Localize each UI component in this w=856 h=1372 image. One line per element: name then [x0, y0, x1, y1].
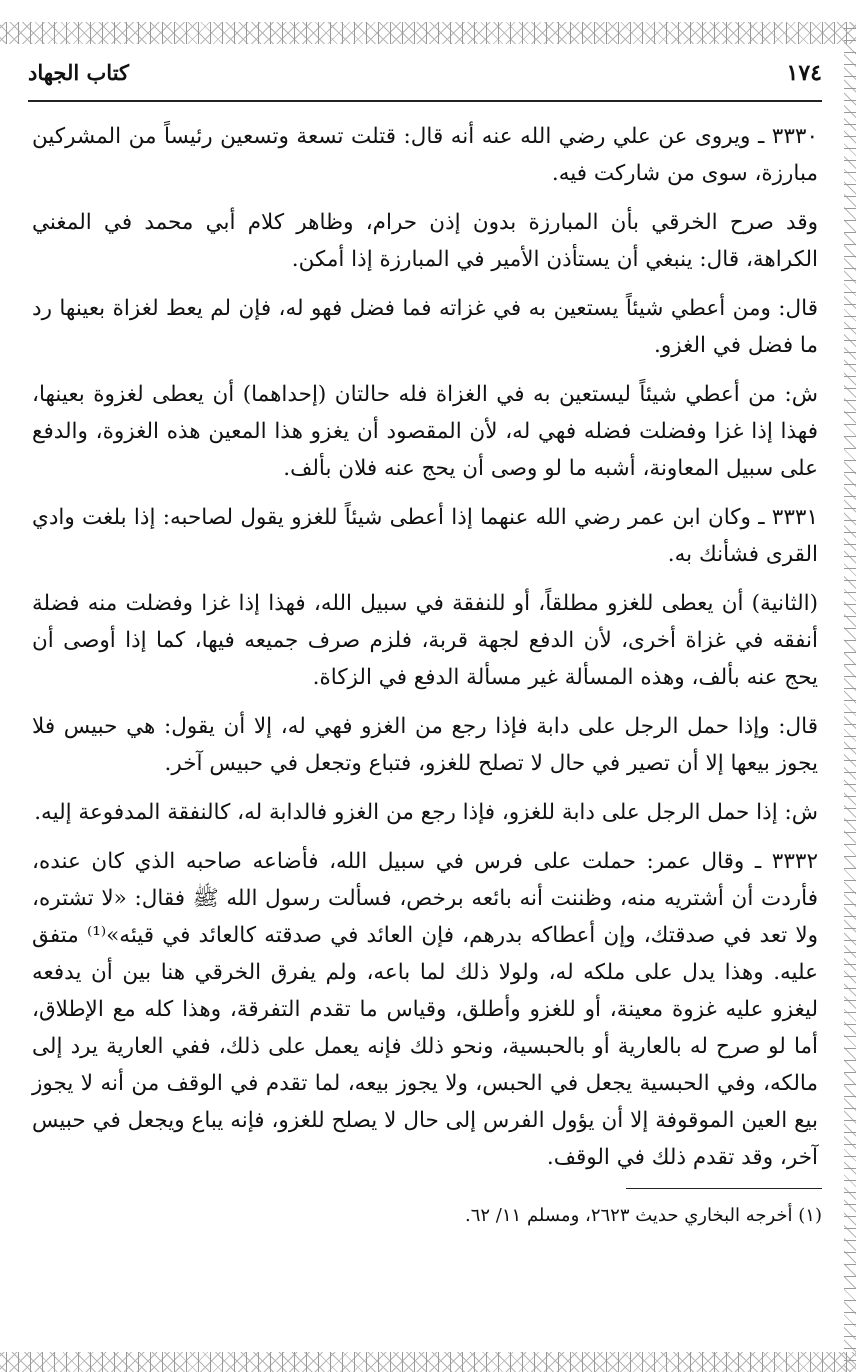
footnote-separator — [626, 1188, 822, 1189]
paragraph: (الثانية) أن يعطى للغزو مطلقاً، أو للنفقة في سبيل الله، فهذا إذا غزا وفضلت منه فضلة أنفقه في غزاة أخرى، لأن الدفع لجهة قربة، فلزم صرف جميعه فيها، كما إذا أوصى أن يحج عنه بألف، وهذه المسألة غير مسألة الدفع في الزكاة. — [32, 591, 818, 690]
paragraph: قال: ومن أعطي شيئاً يستعين به في غزاته فما فضل فهو له، فإن لم يعط لغزاة بعينها رد ما فضل في الغزو. — [32, 296, 818, 358]
paragraph: ش: من أعطي شيئاً ليستعين به في الغزاة فله حالتان (إحداهما) أن يعطى لغزوة بعينها، فهذا إذا غزا وفضلت فضله فهي له، لأن المقصود أن يغزو هذا المعين هذه الغزوة، والدفع على سبيل المعاونة، أشبه ما لو وصى أن يحج عنه فلان بألف. — [32, 382, 818, 481]
book-page — [28, 60, 822, 1229]
right-ornamental-border — [844, 22, 856, 1372]
running-head — [28, 60, 822, 102]
paragraph: قال: وإذا حمل الرجل على دابة فإذا رجع من الغزو فهي له، إلا أن يقول: هي حبيس فلا يجوز بيعها إلا أن تصير في حال لا تصلح للغزو، فتباع وتجعل في حبيس آخر. — [32, 714, 818, 776]
body-text — [28, 118, 822, 1176]
section-title: كتاب الجهاد — [28, 60, 130, 85]
paragraph: وقد صرح الخرقي بأن المبارزة بدون إذن حرام، وظاهر كلام أبي محمد في المغني الكراهة، قال: ينبغي أن يستأذن الأمير في المبارزة إذا أمكن. — [32, 210, 818, 272]
page-number: ١٧٤ — [786, 60, 822, 86]
footnote: (١) أخرجه البخاري حديث ٢٦٢٣، ومسلم ١١/ ٦٢. — [465, 1205, 822, 1226]
paragraph: ٣٣٣٢ ـ وقال عمر: حملت على فرس في سبيل الله، فأضاعه صاحبه الذي كان عنده، فأردت أن أشتريه منه، وظننت أنه بائعه برخص، فسألت رسول الله ﷺ فقال: «لا تشتره، ولا تعد في صدقتك، وإن أعطاكه بدرهم، فإن العائد في صدقته كالعائد في قيئه»⁽¹⁾ متفق عليه. وهذا يدل على ملكه له، ولولا ذلك لما باعه، ولم يفرق الخرقي هنا بين أن يدفعه ليغزو عليه غزوة معينة، أو للغزو وأطلق، وقياس ما تقدم التفرقة، وهذا كله مع الإطلاق، أما لو صرح له بالعارية أو بالحبسية، ونحو ذلك فإنه يعمل على ذلك، ففي العارية يرد إلى مالكه، وفي الحبسية يجعل في الحبس، ولا يجوز بيعه، لما تقدم في الوقف من أنه لا يجوز بيع العين الموقوفة إلا أن يؤول الفرس إلى حال لا يصلح للغزو، فإنه يباع ويجعل في حبيس آخر، وقد تقدم ذلك في الوقف. — [32, 849, 818, 1170]
top-ornamental-border — [0, 22, 856, 44]
paragraph: ش: إذا حمل الرجل على دابة للغزو، فإذا رجع من الغزو فالدابة له، كالنفقة المدفوعة إليه. — [34, 800, 818, 825]
bottom-ornamental-border — [0, 1352, 856, 1372]
paragraph: ٣٣٣٠ ـ ويروى عن علي رضي الله عنه أنه قال: قتلت تسعة وتسعين رئيساً من المشركين مبارزة، سوى من شاركت فيه. — [32, 124, 818, 186]
paragraph: ٣٣٣١ ـ وكان ابن عمر رضي الله عنهما إذا أعطى شيئاً للغزو يقول لصاحبه: إذا بلغت وادي القرى فشأنك به. — [32, 505, 818, 567]
